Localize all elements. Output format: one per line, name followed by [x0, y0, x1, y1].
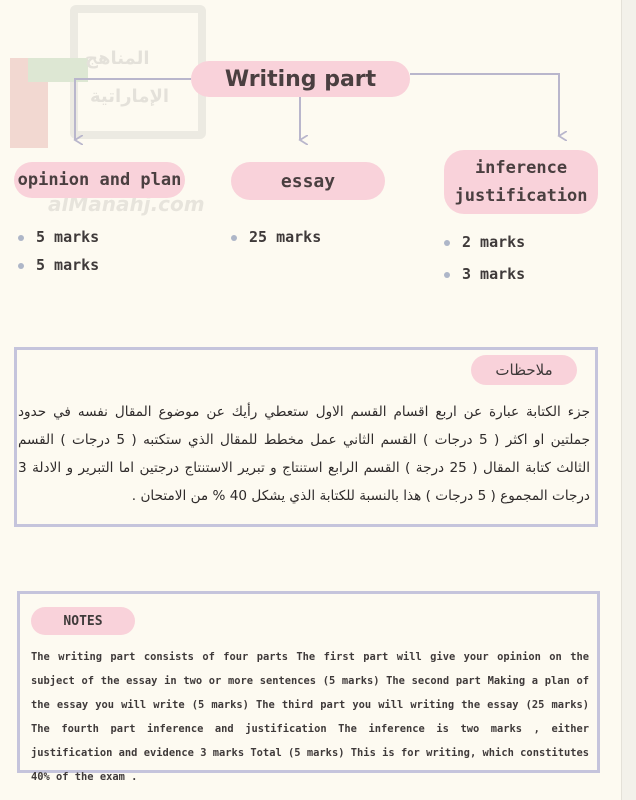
bullet-icon: [18, 235, 24, 241]
section-inference-line2: justification: [454, 186, 588, 206]
list-item: [18, 256, 99, 274]
list-item-text: 5 marks: [36, 228, 100, 246]
section-opinion-plan: opinion and plan: [14, 162, 185, 198]
list-item-text: 25 marks: [249, 228, 322, 246]
bullet-icon: [444, 272, 450, 278]
watermark-frame: [70, 5, 206, 139]
english-notes-body: The writing part consists of four parts The first part will give your opinion on the subject of the essay in two or more sentences (5 marks) The second part Making a plan of the essay you will write (5 marks) The third part you will writing the essay (25 marks) The fourth part inference and justification The inference is two marks , either justification and evidence 3 marks Total (5 marks) This is for writing, which constitutes 40% of the exam .: [31, 651, 589, 783]
list-item-text: 2 marks: [462, 233, 526, 251]
section-inference-justification: [444, 150, 598, 214]
bullet-icon: [231, 235, 237, 241]
bullet-icon: [444, 240, 450, 246]
list-item: [231, 228, 321, 246]
arrow-left: [75, 79, 191, 140]
arrow-right: [410, 74, 559, 136]
page-title: Writing part: [191, 61, 410, 97]
list-item-text: 5 marks: [36, 256, 100, 274]
english-notes-heading: NOTES: [31, 607, 135, 635]
watermark-text-1: المناهج: [85, 48, 150, 69]
watermark-flag-red: [10, 58, 48, 148]
section-essay: essay: [231, 162, 385, 200]
list-item: [18, 228, 99, 246]
arabic-notes-body: جزء الكتابة عبارة عن اربع اقسام القسم الاول ستعطي رأيك عن موضوع المقال نفسه في حدود جملتين او اكثر ( 5 درجات ) القسم الثاني عمل مخطط للمقال الذي ستكتبه ( 5 درجات ) القسم الثالث كتابة المقال ( 25 درجة ) القسم الرابع استنتاج و تبرير الاستنتاج درجتين اما التبرير و الادلة 3 درجات المجموع ( 5 درجات ) هذا بالنسبة للكتابة الذي يشكل 40 % من الامتحان .: [18, 404, 590, 504]
list-item-text: 3 marks: [462, 265, 526, 283]
arabic-notes-heading: ملاحظات: [471, 355, 577, 385]
list-item: [444, 233, 525, 251]
watermark-url: alManahj.com: [48, 192, 205, 216]
bullet-icon: [18, 263, 24, 269]
list-item: [444, 265, 525, 283]
watermark-flag-green: [28, 58, 88, 82]
section-inference-line1: inference: [474, 158, 568, 178]
watermark-text-2: الإماراتية: [90, 86, 170, 107]
connector-arrows: [0, 0, 636, 260]
page-edge: [621, 0, 636, 800]
